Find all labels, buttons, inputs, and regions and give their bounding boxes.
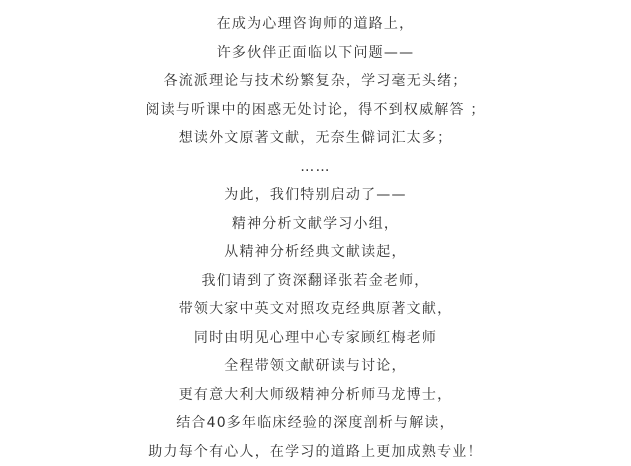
text-line: 全程带领文献研读与讨论， xyxy=(0,352,631,381)
text-line: 从精神分析经典文献读起， xyxy=(0,238,631,267)
text-line: 助力每个有心人，在学习的道路上更加成熟专业！ xyxy=(0,438,631,466)
ellipsis-line: …… xyxy=(0,153,631,182)
text-line: 更有意大利大师级精神分析师马龙博士， xyxy=(0,381,631,410)
text-line: 为此，我们特别启动了—— xyxy=(0,181,631,210)
text-line: 带领大家中英文对照攻克经典原著文献， xyxy=(0,295,631,324)
text-line: 想读外文原著文献，无奈生僻词汇太多； xyxy=(0,124,631,153)
text-line: 许多伙伴正面临以下问题—— xyxy=(0,39,631,68)
text-line: 精神分析文献学习小组， xyxy=(0,210,631,239)
text-line: 在成为心理咨询师的道路上， xyxy=(0,10,631,39)
article-text xyxy=(0,10,631,466)
text-line: 各流派理论与技术纷繁复杂，学习毫无头绪； xyxy=(0,67,631,96)
text-line: 我们请到了资深翻译张若金老师， xyxy=(0,267,631,296)
text-line: 同时由明见心理中心专家顾红梅老师 xyxy=(0,324,631,353)
text-line: 结合40多年临床经验的深度剖析与解读， xyxy=(0,409,631,438)
text-line: 阅读与听课中的困惑无处讨论，得不到权威解答 ； xyxy=(0,96,631,125)
